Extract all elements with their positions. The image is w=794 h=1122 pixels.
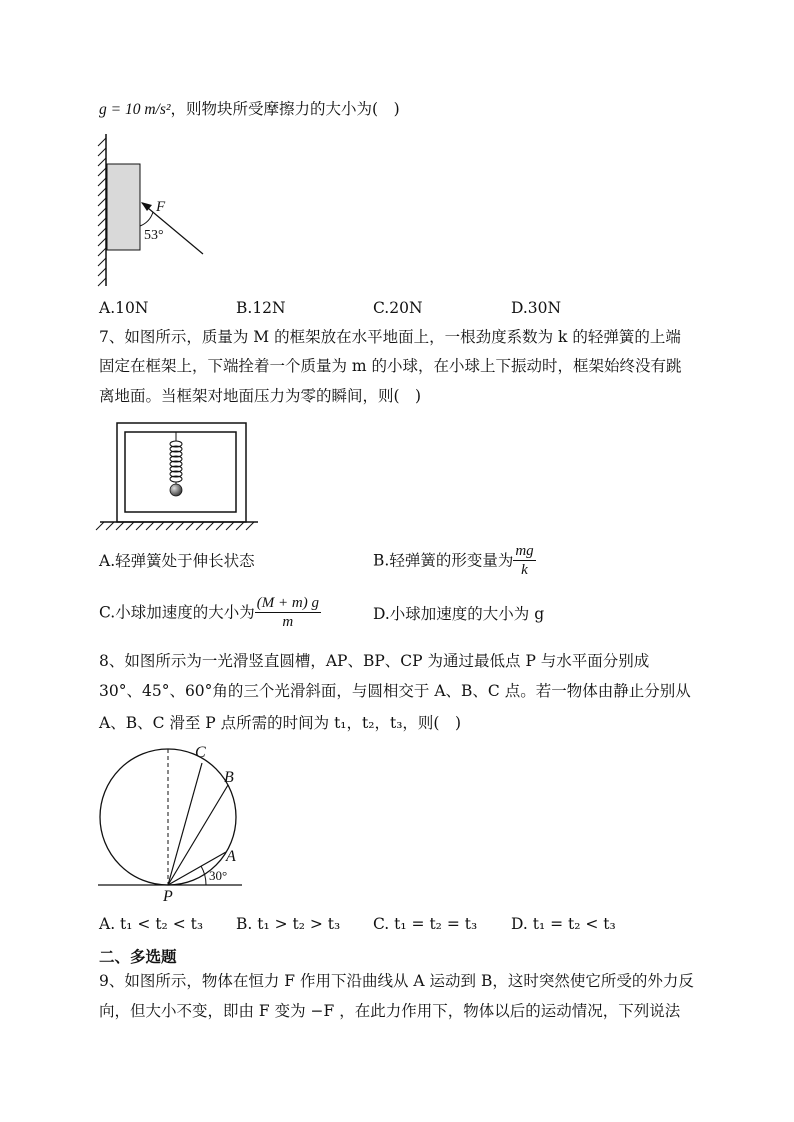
q7-option-b-text: B.轻弹簧的形变量为 xyxy=(373,551,514,570)
q8-chord-cp xyxy=(168,763,202,885)
q7-option-b-numerator: mg xyxy=(515,543,534,559)
q7-option-c-text: C.小球加速度的大小为 xyxy=(99,603,255,622)
q8-option-c: C. t₁ = t₂ = t₃ xyxy=(373,915,478,933)
q8-line-2: 30°、45°、60°角的三个光滑斜面，与圆相交于 A、B、C 点。若一物体由静止分别从 xyxy=(99,682,691,700)
q6-option-d: D.30N xyxy=(511,299,562,317)
q8-option-a: A. t₁ < t₂ < t₃ xyxy=(99,915,204,933)
q7-option-a: A.轻弹簧处于伸长状态 xyxy=(99,552,255,570)
q8-line-3: A、B、C 滑至 P 点所需的时间为 t₁，t₂，t₃，则( ) xyxy=(99,714,462,732)
q9-line-1: 9、如图所示，物体在恒力 F 作用下沿曲线从 A 运动到 B，这时突然使它所受的外力反 xyxy=(99,972,694,990)
q8-label-a: A xyxy=(226,848,236,865)
q6-angle-label: 53° xyxy=(144,228,164,243)
q6-option-c: C.20N xyxy=(373,299,423,317)
q7-option-c-numerator: (M + m) g xyxy=(256,595,319,611)
q6-option-b: B.12N xyxy=(236,299,286,317)
q8-label-c: C xyxy=(195,744,206,761)
q7-line-3: 离地面。当框架对地面压力为零的瞬间，则( ) xyxy=(99,387,422,405)
q8-option-d: D. t₁ = t₂ < t₃ xyxy=(511,915,616,933)
q8-angle-label: 30° xyxy=(209,868,228,883)
q8-option-b: B. t₁ > t₂ > t₃ xyxy=(236,915,341,933)
q6-option-a: A.10N xyxy=(99,299,149,317)
q7-option-c-denominator: m xyxy=(282,614,294,630)
q8-label-p: P xyxy=(163,888,173,905)
q8-label-b: B xyxy=(224,769,234,786)
q6-intro-math: g = 10 m/s² xyxy=(99,101,171,118)
q8-line-1: 8、如图所示为一光滑竖直圆槽，AP、BP、CP 为通过最低点 P 与水平面分别成 xyxy=(99,652,650,670)
q6-intro-text: ，则物块所受摩擦力的大小为( ) xyxy=(170,100,400,118)
q7-option-d: D.小球加速度的大小为 g xyxy=(373,605,545,623)
q6-force-label: F xyxy=(156,199,166,215)
q7-option-b-denominator: k xyxy=(521,562,528,578)
q7-line-1: 7、如图所示，质量为 M 的框架放在水平地面上，一根劲度系数为 k 的轻弹簧的上端 xyxy=(99,328,681,346)
q9-line-2: 向，但大小不变，即由 F 变为 −F ，在此力作用下，物体以后的运动情况，下列说法 xyxy=(99,1002,681,1020)
q7-line-2: 固定在框架上，下端拴着一个质量为 m 的小球，在小球上下振动时，框架始终没有跳 xyxy=(99,357,682,375)
section-2-title: 二、多选题 xyxy=(99,948,177,966)
